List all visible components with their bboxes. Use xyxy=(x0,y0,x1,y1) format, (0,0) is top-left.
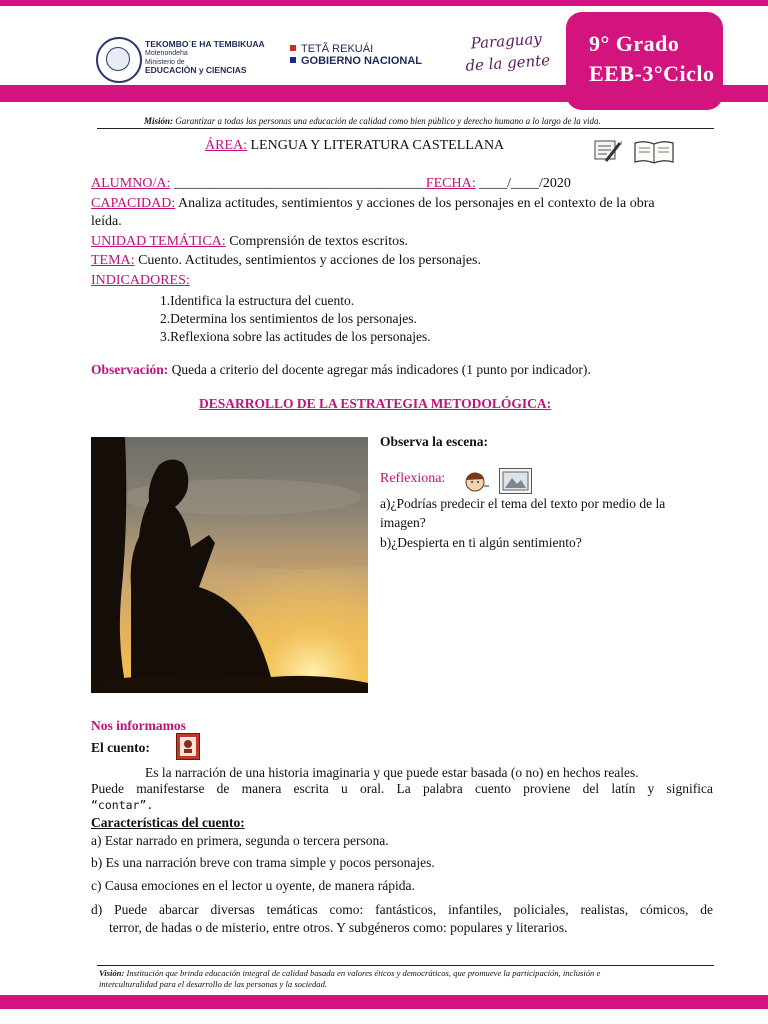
characteristic-b: b) Es una narración breve con trama simple y pocos personajes. xyxy=(91,855,435,870)
topic-line xyxy=(91,252,481,270)
area-value: LENGUA Y LITERATURA CASTELLANA xyxy=(250,138,505,153)
reflect-label: Reflexiona: xyxy=(380,471,446,486)
observation-text: Queda a criterio del docente agregar más indicadores (1 punto por indicador). xyxy=(171,362,591,377)
student-line xyxy=(91,175,571,193)
mission-statement xyxy=(144,116,601,126)
thinking-face-icon xyxy=(464,470,490,494)
ministry-subtitle: Ministerio de xyxy=(145,59,185,66)
slogan-line1: Paraguay xyxy=(470,29,543,53)
vision-text-2: interculturalidad para el desarrollo de las personas y la sociedad. xyxy=(99,979,328,989)
ministry-name: EDUCACIÓN y CIENCIAS xyxy=(145,65,247,75)
characteristics-title: Características del cuento: xyxy=(91,815,245,830)
vision-rule xyxy=(97,965,714,966)
seal-inner xyxy=(106,47,130,71)
student-label: ALUMNO/A: xyxy=(91,176,171,191)
vision-text: Institución que brinda educación integral de calidad basada en valores éticos y democráticos, que promueve la participación, inclusión e xyxy=(126,968,601,978)
unit-text: Comprensión de textos escritos. xyxy=(229,234,409,249)
indicator-1: 1.Identifica la estructura del cuento. xyxy=(160,293,355,308)
ministry-name-guarani: TEKOMBO´E HA TEMBIKUAA xyxy=(145,39,265,49)
story-definition-line2: Puede manifestarse de manera escrita u oral. La palabra cuento proviene del latín y significa xyxy=(91,781,713,796)
indicators-label: INDICADORES: xyxy=(91,273,190,288)
question-a-line1: a)¿Podrías predecir el tema del texto por medio de la xyxy=(380,496,666,511)
unit-label: UNIDAD TEMÁTICA: xyxy=(91,234,226,249)
vision-statement xyxy=(99,968,719,990)
observation-line xyxy=(91,361,591,378)
area-label: ÁREA: xyxy=(205,138,247,153)
question-b: b)¿Despierta en ti algún sentimiento? xyxy=(380,535,582,550)
topic-text: Cuento. Actitudes, sentimientos y acciones de los personajes. xyxy=(138,253,481,268)
capacity-text-2: leída. xyxy=(91,214,122,229)
mission-rule xyxy=(97,128,714,129)
flag-blue-square-icon xyxy=(290,57,296,63)
capacity-text: Analiza actitudes, sentimientos y acciones de los personajes en el contexto de la obra xyxy=(178,196,655,211)
storybook-icon xyxy=(176,733,200,760)
grade-label: 9° Grado xyxy=(589,31,680,56)
question-a-line2: imagen? xyxy=(380,515,426,530)
story-label: El cuento: xyxy=(91,740,150,755)
characteristic-d-line2: terror, de hadas o de misterio, entre otros. Y subgéneros como: populares y literarios. xyxy=(109,920,568,935)
vision-label: Visión: xyxy=(99,968,125,978)
capacity-block xyxy=(91,195,721,231)
slogan-line2: de la gente xyxy=(464,51,551,75)
story-definition-line1: Es la narración de una historia imaginaria y que puede estar basada (o no) en hechos reales. xyxy=(145,765,639,780)
picture-frame-icon xyxy=(499,468,532,494)
date-label: FECHA: xyxy=(425,176,476,191)
flag-red-square-icon xyxy=(290,45,296,51)
characteristic-a: a) Estar narrado en primera, segunda o tercera persona. xyxy=(91,833,389,848)
open-book-icon xyxy=(633,139,675,165)
observation-label: Observación: xyxy=(91,362,169,377)
section-title: DESARROLLO DE LA ESTRATEGIA METODOLÓGICA: xyxy=(199,396,552,411)
cycle-label: EEB-3°Ciclo xyxy=(589,61,715,86)
footer-band xyxy=(0,995,768,1009)
government-name-guarani: TETÃ REKUÁI xyxy=(301,43,374,55)
mission-text: Garantizar a todas las personas una educación de calidad como bien público y derecho humano a lo largo de la vida. xyxy=(175,116,601,126)
mission-label: Misión: xyxy=(144,116,174,126)
ministry-subtitle-guarani: Motenondeha xyxy=(145,50,188,57)
reading-silhouette-image xyxy=(91,437,368,693)
area-line xyxy=(205,137,504,155)
date-blank[interactable]: ____/____/2020 xyxy=(479,176,571,191)
capacity-label: CAPACIDAD: xyxy=(91,196,176,211)
writing-icon xyxy=(592,137,624,165)
topic-label: TEMA: xyxy=(91,253,135,268)
characteristic-c: c) Causa emociones en el lector u oyente, de manera rápida. xyxy=(91,878,415,893)
government-name: GOBIERNO NACIONAL xyxy=(301,55,422,67)
characteristic-d-line1: d) Puede abarcar diversas temáticas como: fantásticos, infantiles, policiales, realistas, cómicos, de xyxy=(91,902,713,917)
observe-heading: Observa la escena: xyxy=(380,434,488,449)
top-accent-bar xyxy=(0,0,768,6)
info-title: Nos informamos xyxy=(91,718,186,733)
story-definition-line3: “contar”. xyxy=(91,798,154,812)
student-blank[interactable]: ____________________________________ xyxy=(173,176,426,191)
indicator-2: 2.Determina los sentimientos de los personajes. xyxy=(160,311,417,326)
indicator-3: 3.Reflexiona sobre las actitudes de los personajes. xyxy=(160,329,431,344)
slogan-logo xyxy=(461,27,554,77)
unit-line xyxy=(91,233,408,251)
